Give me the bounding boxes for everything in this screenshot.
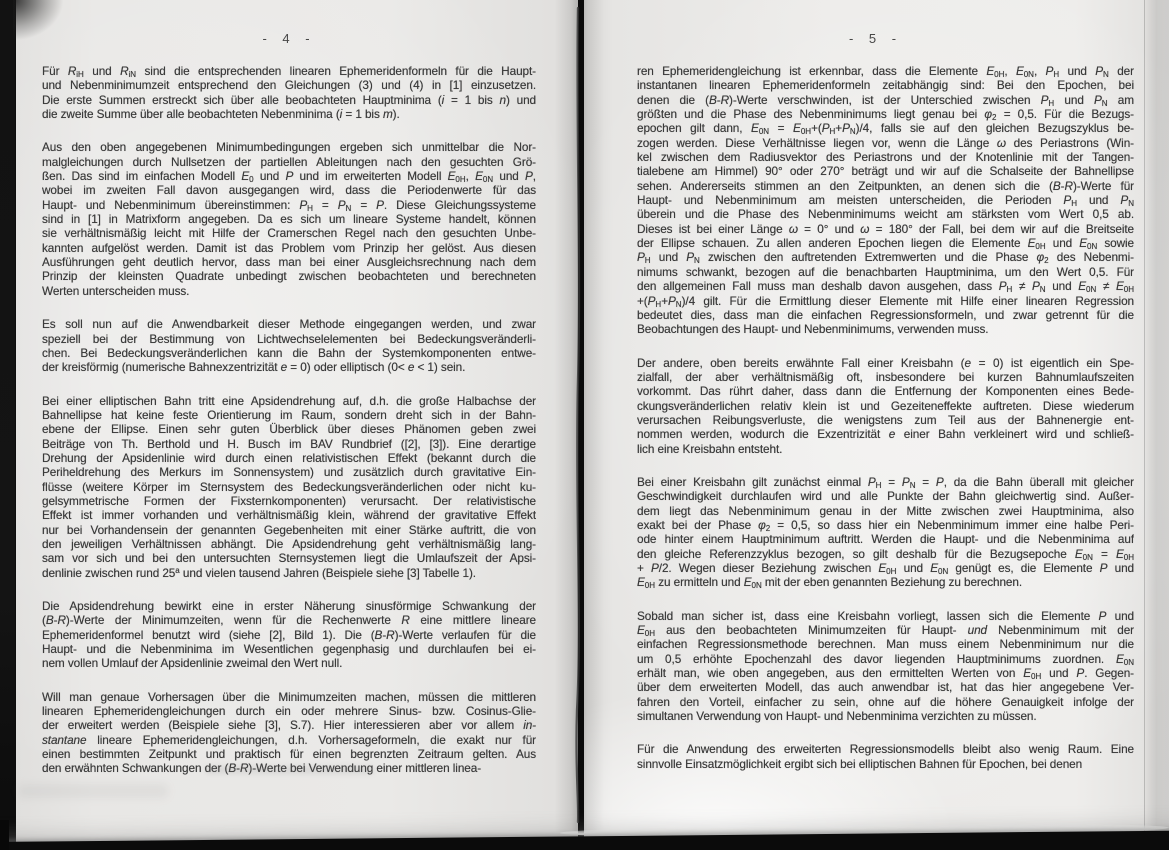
text-line: Bahnellipse hat keine feste Orientierung im Raum, sondern dreht sich in der Bahn- — [42, 407, 536, 422]
text-line: zialfall, der aber verhältnismäßig oft, insbesondere bei kurzen Bahnumlaufszeiten — [637, 369, 1134, 384]
text-line: kannten aufgelöst werden. Damit ist das Problem vom Prinzip her gelöst. Aus diesen — [42, 240, 536, 255]
paragraph — [42, 317, 536, 374]
text-line: Für $R_{iH}$ und $R_{iN}$ sind die entsprechenden linearen Ephemeridenformeln für die Haupt- — [42, 64, 536, 79]
text-line: (B-R)-Werte der Minimumzeiten, wenn für die Rechenwerte R eine mittlere lineare — [42, 613, 536, 628]
text-line: der Ellipse schauen. Zu allen anderen Epochen liegen die Elemente $E_{0H}$ und $E_{0N}$ sowie — [637, 236, 1134, 251]
text-line: einen bestimmten Zeitpunkt und praktisch für einen begrenzten Zeitraum gelten. Aus — [42, 747, 536, 762]
text-line: Drehung der Apsidenlinie wird durch einen relativistischen Effekt (bekannt durch die — [42, 450, 536, 465]
text-line: erhält man, wie oben angegeben, aus den ermittelten Werten von $E_{0H}$ und P. Gegen- — [637, 666, 1134, 681]
text-line: der kreisförmig (numerische Bahnexzentrizität e = 0) oder elliptisch (0< e < 1) sein. — [42, 360, 466, 375]
text-line: nem vollen Umlauf der Apsidenlinie zweimal den Wert null. — [42, 656, 343, 671]
text-line: Will man genaue Vorhersagen über die Minimumzeiten machen, müssen die mittleren — [42, 689, 536, 704]
page-body-left — [42, 64, 536, 795]
text-line: sam vor sich und bei den untersuchten Sternsystemen liegt die Umlaufszeit der Apsi- — [42, 551, 536, 566]
text-line: nommen werden, wodurch die Exzentrizität e einer Bahn verkleinert wird und schließ- — [637, 427, 1134, 442]
book-spine-crease-line — [568, 0, 590, 832]
text-line: speziell bei der Bestimmung von Lichtwechselelementen bei Bedeckungsveränderli- — [42, 331, 536, 346]
scanner-edge-left — [0, 0, 15, 850]
text-line: nur bei Vorhandensein der genannten Gegebenheiten mit einer Stärke auftritt, die von — [42, 522, 536, 537]
paragraph — [42, 140, 536, 298]
text-line: denen die (B-R)-Werte verschwinden, ist der Unterschied zwischen $P_H$ und $P_N$ am — [637, 92, 1134, 108]
text-line: ßen. Das sind im einfachen Modell $E_0$ und P und im erweiterten Modell $E_{0H}$, $E_{0N}$ und P, — [42, 169, 536, 184]
text-line: über dem erweiterten Modell, das auch anwendbar ist, hat das hier angegebene Ver- — [637, 680, 1134, 695]
text-line: bedeutet dies, dass man die einfachen Regressionsformeln, und zwar getrennt für die — [637, 307, 1134, 322]
text-line: + P/2. Wegen dieser Beziehung zwischen $E_{0H}$ und $E_{0N}$ genügt es, die Elemente P und — [637, 561, 1134, 576]
text-line: Prinzip der kleinsten Quadrate unbedingt zwischen beobachteten und berechneten — [42, 269, 536, 284]
page-number-right: - 5 - — [848, 31, 903, 46]
text-line: epochen gilt dann, $E_{0N} = E_{0H}+(P_H+P_N)/4$, falls sie auf den gleichen Bezugszyklus be- — [637, 121, 1134, 136]
text-line: denlinie zwischen rund 25$^a$ und vielen tausend Jahren (Beispiele siehe [3] Tabelle 1). — [42, 565, 476, 580]
text-line: der erweitert werden (Beispiele siehe [3], S.7). Hier interessieren aber vor allem in- — [42, 718, 536, 733]
text-line: linearen Ephemeridengleichungen durch ein oder mehrere Sinus- bzw. Cosinus-Glie- — [42, 704, 536, 719]
paragraph — [637, 64, 1134, 337]
text-line: Der andere, oben bereits erwähnte Fall einer Kreisbahn (e = 0) ist eigentlich ein Spe- — [637, 355, 1134, 370]
text-line: ebene der Ellipse. Einen sehr guten Überblick über dieses Phänomen geben zwei — [42, 422, 536, 437]
text-line: nimums schwankt, bezogen auf die benachbarten Hauptminima, um den Wert 0,5. Für — [637, 264, 1134, 279]
text-line: fahren den Vorteil, einfacher zu sein, ohne auf die höhere Genauigkeit infolge der — [637, 694, 1134, 709]
text-line: vorkommt. Das rührt daher, dass dann die Entfernung der Komponenten eines Bede- — [637, 384, 1134, 399]
ink-bleedthrough-smudge — [205, 766, 375, 774]
text-line: zogen werden. Diese Verhältnisse liegen vor, wenn die Länge ω des Periastrons (Win- — [637, 135, 1134, 150]
text-line: Die erste Summen erstreckt sich über alle beobachteten Hauptminima (i = 1 bis n) und — [42, 92, 536, 107]
text-line: den jeweiligen Verhältnissen abhängt. Die Apsidendrehung geht verhältnismäßig lang- — [42, 536, 536, 551]
text-line: um 0,5 erhöhte Epochenzahl des davor liegenden Hauptminimums zuordnen. $E_{0N}$ — [637, 651, 1134, 667]
text-line: $E_{0H}$ aus den beobachteten Minimumzeiten für Haupt- und Nebenminimum mit der — [637, 623, 1134, 638]
text-line: Geschwindigkeit durchlaufen wird und alle Punkte der Bahn gleichwertig sind. Außer- — [637, 489, 1134, 504]
paragraph — [42, 690, 536, 776]
text-line: chen. Bei Bedeckungsveränderlichen kann die Bahn der Systemkomponenten entwe- — [42, 345, 536, 360]
paragraph — [637, 742, 1134, 771]
text-line: Effekt ist immer vorhanden und verhältnismäßig klein, während der gravitative Effekt — [42, 508, 536, 523]
page-body-right — [637, 64, 1134, 790]
text-line: malgleichungen durch Nullsetzen der partiellen Ableitungen nach den gesuchten Grö- — [42, 154, 536, 169]
text-line: den allgemeinen Fall muss man deshalb davon ausgehen, dass $P_H \ne P_N$ und $E_{0N} \ne E_{0H}$ — [637, 279, 1134, 294]
text-line: Bei einer Kreisbahn gilt zunächst einmal $P_H = P_N = P$, da die Bahn überall mit gleicher — [637, 474, 1134, 490]
text-line: gelsymmetrische Formen der Fixsternkomponenten) verursacht. Der relativistische — [42, 493, 536, 508]
text-line: Ephemeridenformel benutzt wird (siehe [2], Bild 1). Die (B-R)-Werte verlaufen für die — [42, 627, 536, 642]
text-line: Für die Anwendung des erweiterten Regressionsmodells bleibt also wenig Raum. Eine — [637, 742, 1134, 757]
text-line: Aus den oben angegebenen Minimumbedingungen ergeben sich unmittelbar die Nor- — [42, 140, 536, 155]
ink-bleedthrough-smudge — [18, 784, 168, 798]
text-line: Periheldrehung des Merkurs im Sonnensystem) und zusätzlich durch gravitative Ein- — [42, 465, 536, 480]
text-line: tialebene am Himmel) 90° oder 270° beträgt und wir auf die Schalseite der Bahnellipse — [637, 164, 1134, 179]
text-line: den gleiche Referenzzyklus bezogen, so gilt deshalb für die Bezugsepoche $E_{0N} = E_{0H}$ — [637, 546, 1134, 561]
text-line: sind in [1] in Matrixform angegeben. Da es sich um lineare Systeme handelt, können — [42, 212, 536, 227]
text-line: Beiträge von Th. Berthold und H. Busch im BAV Rundbrief ([2], [3]). Eine derartige — [42, 436, 536, 451]
text-line: $E_{0H}$ zu ermitteln und $E_{0N}$ mit der eben genannten Beziehung zu berechnen. — [637, 575, 1023, 590]
text-line: die zweite Summe über alle beobachteten Nebenminima (i = 1 bis m). — [42, 107, 400, 122]
scanner-corner-bottom-left — [0, 820, 9, 850]
text-line: instantanen linearen Ephemeridenformeln zeitabhängig sind: Bei den Epochen, bei — [637, 78, 1134, 93]
text-line: flüsse (weitere Körper im Sternsystem des Bedeckungsveränderlichen oder nicht ku- — [42, 479, 536, 494]
text-line: ren Ephemeridengleichung ist erkennbar, dass die Elemente $E_{0H}$, $E_{0N}$, $P_H$ und $P_N$ der — [637, 64, 1134, 79]
text-line: sie verhältnismäßig leicht mit Hilfe der Cramerschen Regel nach den gesuchten Unbe- — [42, 226, 536, 241]
text-line: wobei im zweiten Fall davon ausgegangen wird, dass die Periodenwerte für das — [42, 183, 536, 198]
page-right — [584, 0, 1169, 848]
text-line: sehen. Andererseits stimmen an den Zeitpunkten, an denen sich die (B-R)-Werte für — [637, 178, 1134, 193]
text-line: sinnvolle Einsatzmöglichkeit ergibt sich bei elliptischen Bahnen für Epochen, bei denen — [637, 756, 1083, 771]
scanner-shadow-top-left — [13, 0, 85, 58]
text-line: Haupt- und die Nebenminima im Wesentlichen gegenphasig und durchlaufen bei ei- — [42, 642, 536, 657]
text-line: Werten unterscheiden muss. — [42, 283, 190, 298]
text-line: Haupt- und Nebenminimum übereinstimmen: $P_H = P_N = P$. Diese Gleichungssysteme — [42, 197, 536, 213]
text-line: Die Apsidendrehung bewirkt eine in erster Näherung sinusförmige Schwankung der — [42, 599, 536, 613]
text-line: Ausführungen geht deutlich hervor, dass man bei einer Ausgleichsrechnung nach dem — [42, 255, 536, 270]
text-line: exakt bei der Phase $\varphi_2 = 0,5$, so dass hier ein Nebenminimum immer eine halbe Peri- — [637, 517, 1134, 533]
paragraph — [42, 394, 536, 580]
text-line: den erwähnten Schwankungen der (B-R)-Werte bei Verwendung einer mittleren linea- — [42, 761, 482, 776]
text-line: Beobachtungen des Haupt- und Nebenminimums, verwenden muss. — [637, 322, 989, 337]
text-line: Dieses ist bei einer Länge ω = 0° und ω = 180° der Fall, bei dem wir auf die Breitseite — [637, 221, 1134, 236]
text-line: dem liegt das Nebenminimum genau in der Mitte zwischen zwei Hauptminima, also — [637, 503, 1134, 518]
text-line: überein und die Phase des Nebenminimums weicht am stärksten vom Wert 0,5 ab. — [637, 207, 1134, 222]
paragraph — [42, 64, 536, 121]
text-line: Bei einer elliptischen Bahn tritt eine Apsidendrehung auf, d.h. die große Halbachse der — [42, 393, 536, 408]
text-line: und Nebenminimumzeit entsprechend den Gleichungen (3) und (4) in [1] einzusetzen. — [42, 78, 536, 93]
text-line: Es soll nun auf die Anwendbarkeit dieser Methode eingegangen werden, und zwar — [42, 317, 536, 332]
paragraph — [42, 599, 536, 671]
text-line: lich eine Kreisbahn entsteht. — [637, 441, 783, 456]
text-line: stantane lineare Ephemeridengleichungen, d.h. Vorhersageformeln, die exakt nur für — [42, 732, 536, 747]
paragraph — [637, 356, 1134, 456]
page-stack-edge-right — [1144, 0, 1169, 850]
text-line: einfachen Regressionsmethode berechnen. Man muss einem Nebenminimum nur die — [637, 637, 1134, 652]
paragraph — [637, 475, 1134, 590]
text-line: simultanen Verwendung von Haupt- und Nebenminima verzichten zu müssen. — [637, 709, 1037, 724]
text-line: ckungsveränderlichen relativ klein ist und Gezeiteneffekte auftreten. Diese wiederum — [637, 398, 1134, 413]
text-line: Haupt- und Nebenminimum am meisten unterscheiden, die Perioden $P_H$ und $P_N$ — [637, 193, 1134, 208]
page-number-left: - 4 - — [262, 31, 316, 46]
text-line: Sobald man sicher ist, dass eine Kreisbahn vorliegt, lassen sich die Elemente P und — [637, 608, 1134, 623]
text-line: $P_H$ und $P_N$ zwischen den auftretenden Extremwerten und die Phase $\varphi_2$ des Nebenmi- — [637, 250, 1134, 265]
text-line: $+(P_H+P_N)/4$ gilt. Für die Ermittlung dieser Elemente mit Hilfe einer linearen Regression — [637, 293, 1134, 308]
page-left — [16, 0, 578, 846]
paragraph — [637, 609, 1134, 724]
text-line: größten und die Phase des Nebenminimums liegt genau bei $\varphi_2 = 0,5$. Für die Bezugs- — [637, 107, 1134, 122]
text-line: ode hinter einem Hauptminimum auftritt. Werden die Haupt- und die Nebenminima auf — [637, 532, 1134, 547]
text-line: verursachen Reibungsverluste, die wenigstens zum Teil aus der Bahnenergie ent- — [637, 412, 1134, 427]
text-line: kel zwischen dem Radiusvektor des Periastrons und der Knotenlinie mit der Tangen- — [637, 150, 1134, 165]
